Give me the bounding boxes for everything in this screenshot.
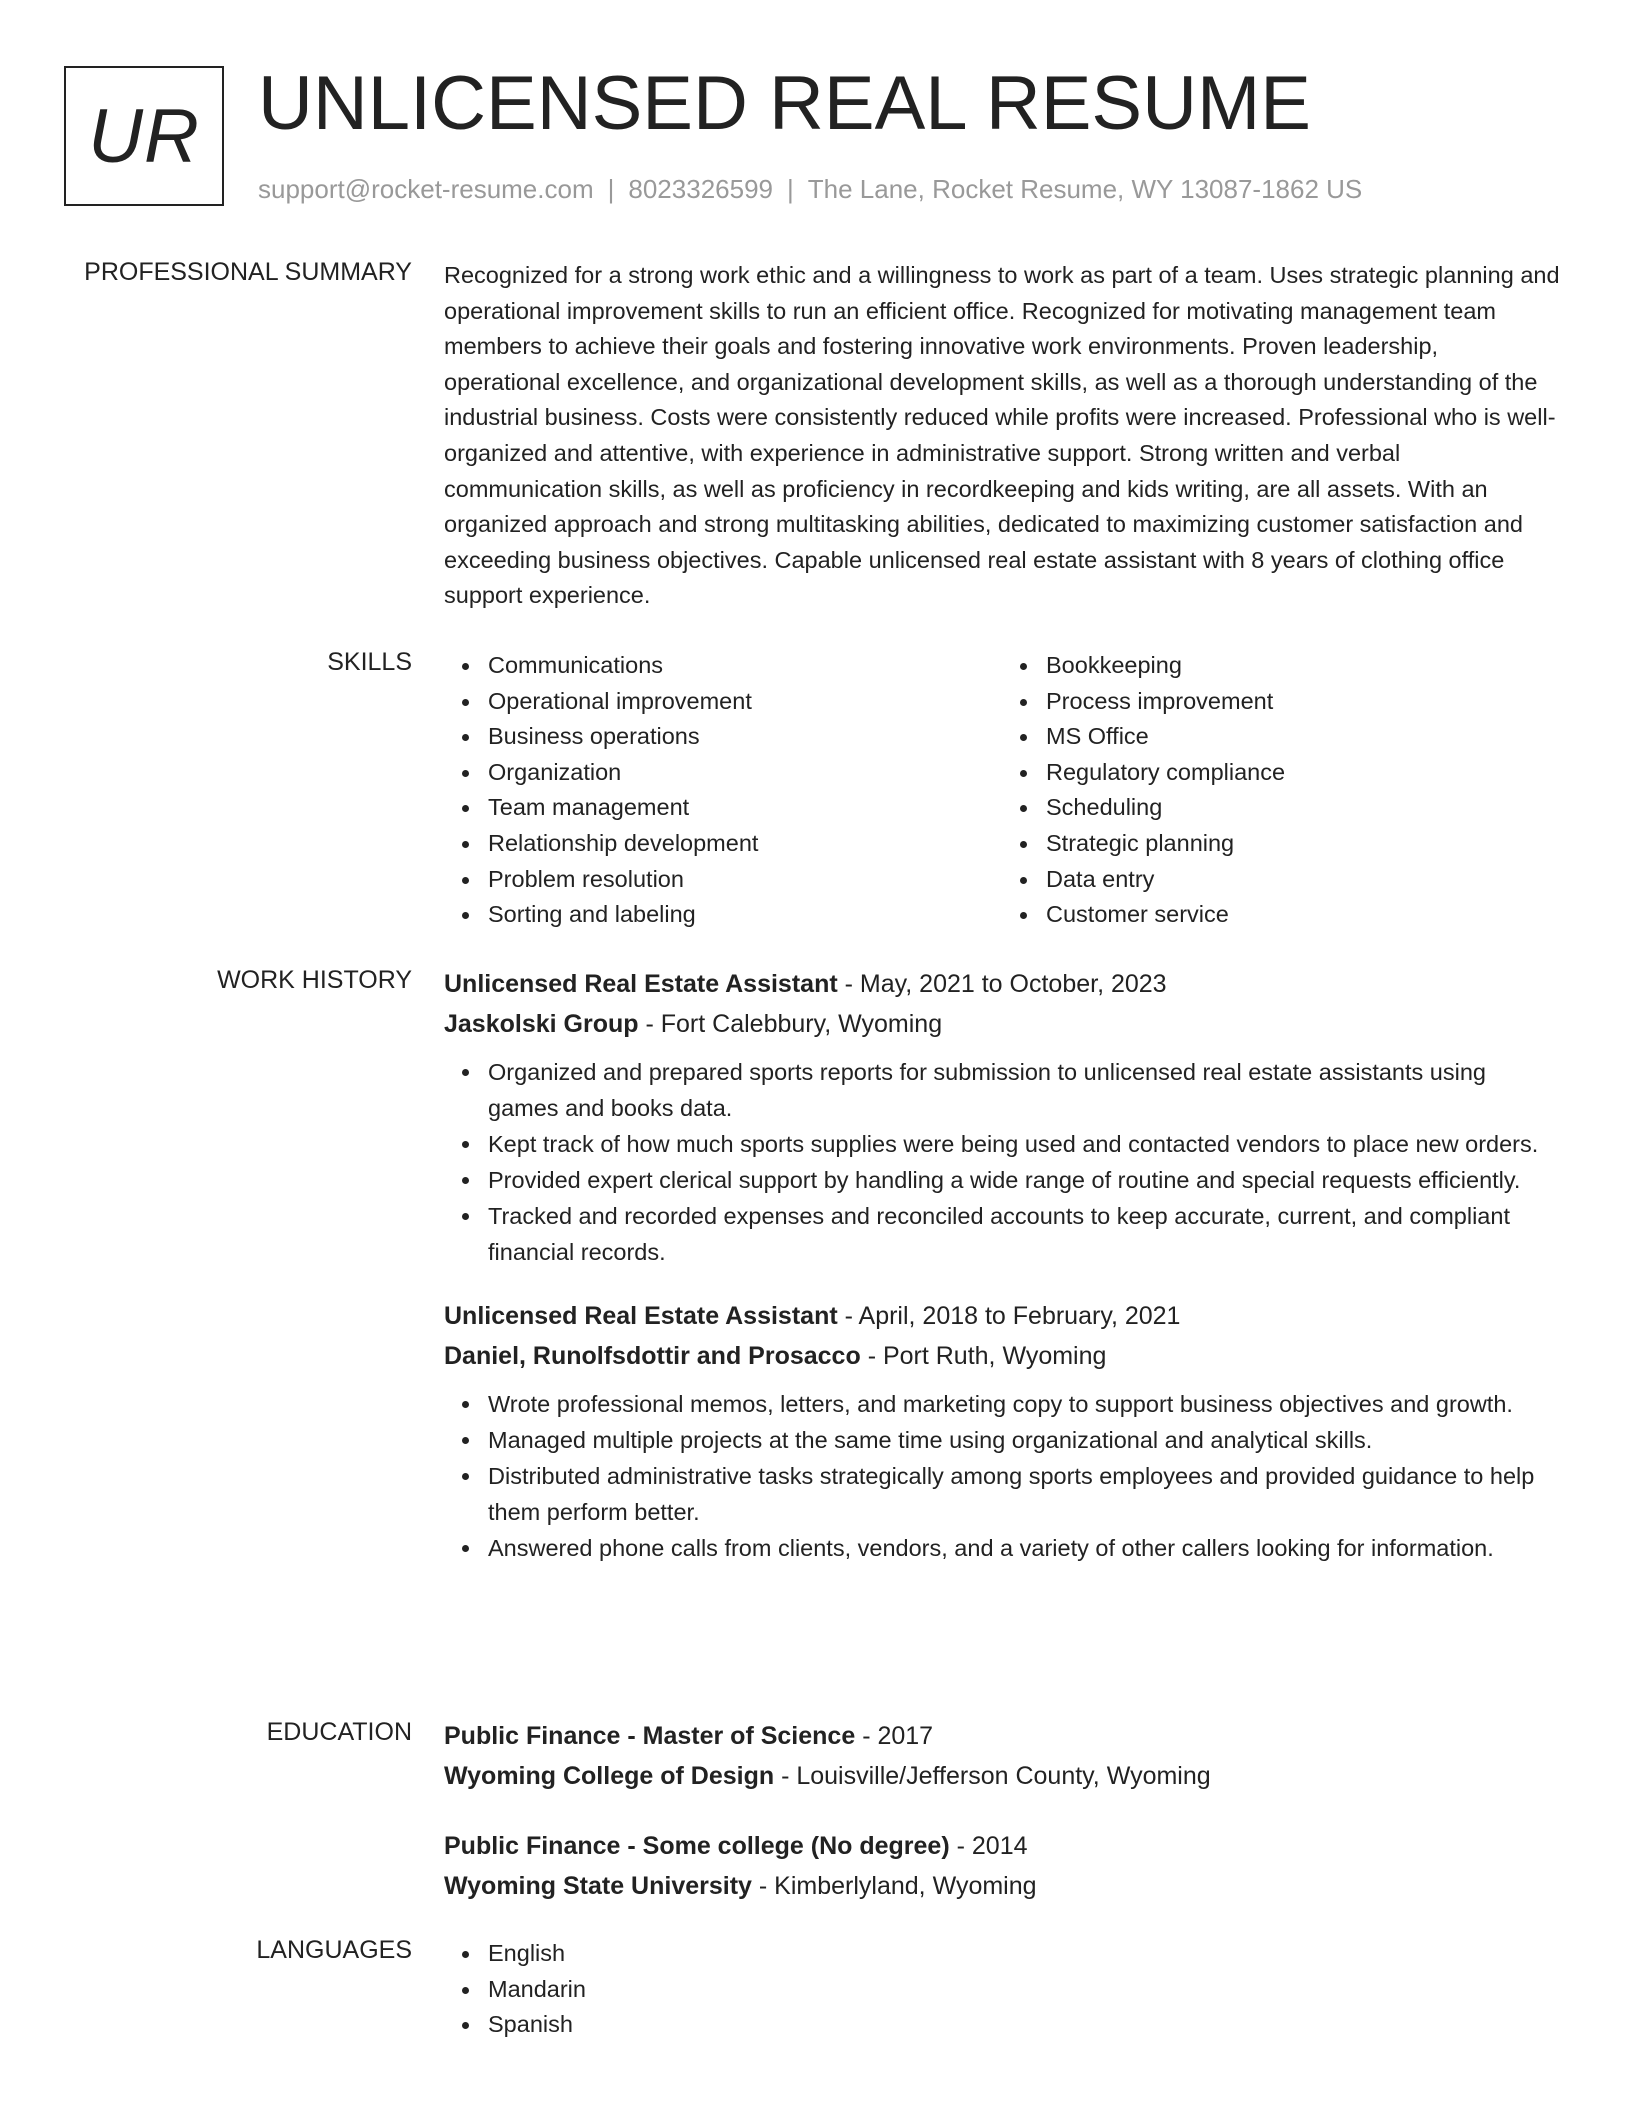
education-school: Wyoming State University	[444, 1872, 752, 1900]
summary-body	[444, 258, 1560, 614]
job-bullet: Organized and prepared sports reports for submission to unlicensed real estate assistants using games and books data.	[488, 1054, 1560, 1126]
job-bullet: Wrote professional memos, letters, and marketing copy to support business objectives and growth.	[488, 1386, 1560, 1422]
contact-separator: |	[787, 174, 794, 204]
job-company-line	[444, 1336, 1560, 1376]
contact-address: The Lane, Rocket Resume, WY 13087-1862 US	[807, 174, 1363, 204]
skills-list-left	[444, 648, 1002, 933]
job-company-line	[444, 1004, 1560, 1044]
summary-text: Recognized for a strong work ethic and a willingness to work as part of a team. Uses strategic planning and operational improvement skills to run an efficient office. Recognized for motivating management team members to achieve their goals and fostering innovative work environments. Proven leadership, operational excellence, and organizational development skills, as well as a thorough understanding of the industrial business. Costs were consistently reduced while profits were increased. Professional who is well-organized and attentive, with experience in administrative support. Strong written and verbal communication skills, as well as proficiency in recordkeeping and kids writing, are all assets. With an organized approach and strong multitasking abilities, dedicated to maximizing customer satisfaction and exceeding business objectives. Capable unlicensed real estate assistant with 8 years of clothing office support experience.	[444, 262, 1560, 609]
work-body	[444, 964, 1560, 1566]
skill-item: Operational improvement	[488, 684, 1002, 720]
skill-item: Data entry	[1046, 862, 1560, 898]
job-title-line	[444, 1296, 1560, 1336]
education-body	[444, 1716, 1560, 1906]
languages-list	[444, 1936, 1560, 2043]
job-entry	[444, 964, 1560, 1270]
job-bullet: Answered phone calls from clients, vendors, and a variety of other callers looking for information.	[488, 1530, 1560, 1566]
language-item: Spanish	[488, 2007, 1560, 2043]
summary-label: PROFESSIONAL SUMMARY	[84, 258, 412, 286]
education-year: - 2017	[862, 1722, 934, 1750]
education-location: - Kimberlyland, Wyoming	[758, 1872, 1037, 1900]
job-bullet: Provided expert clerical support by handling a wide range of routine and special requests efficiently.	[488, 1162, 1560, 1198]
job-dates: - April, 2018 to February, 2021	[844, 1302, 1181, 1330]
job-dates: - May, 2021 to October, 2023	[844, 970, 1167, 998]
education-school-line	[444, 1866, 1560, 1906]
skill-item: Organization	[488, 755, 1002, 791]
education-year: - 2014	[956, 1832, 1028, 1860]
job-location: - Fort Calebbury, Wyoming	[645, 1010, 943, 1038]
education-school-line	[444, 1756, 1560, 1796]
skill-item: Team management	[488, 790, 1002, 826]
job-company: Daniel, Runolfsdottir and Prosacco	[444, 1342, 861, 1370]
skill-item: Bookkeeping	[1046, 648, 1560, 684]
monogram-box	[64, 66, 224, 206]
skills-list-right	[1002, 648, 1560, 933]
job-company: Jaskolski Group	[444, 1010, 639, 1038]
skill-item: Scheduling	[1046, 790, 1560, 826]
job-bullet: Distributed administrative tasks strategically among sports employees and provided guidance to help them perform better.	[488, 1458, 1560, 1530]
skill-item: Customer service	[1046, 897, 1560, 933]
language-item: Mandarin	[488, 1972, 1560, 2008]
contact-email: support@rocket-resume.com	[258, 174, 594, 204]
contact-line	[258, 174, 1362, 205]
job-bullets	[444, 1386, 1560, 1566]
skill-item: Communications	[488, 648, 1002, 684]
education-degree-line	[444, 1826, 1560, 1866]
contact-phone: 8023326599	[628, 174, 773, 204]
skill-item: Business operations	[488, 719, 1002, 755]
education-entry	[444, 1826, 1560, 1906]
job-location: - Port Ruth, Wyoming	[867, 1342, 1107, 1370]
languages-body	[444, 1936, 1560, 2043]
skill-item: Strategic planning	[1046, 826, 1560, 862]
job-title: Unlicensed Real Estate Assistant	[444, 970, 838, 998]
skills-body	[444, 648, 1560, 933]
job-title: Unlicensed Real Estate Assistant	[444, 1302, 838, 1330]
job-title-line	[444, 964, 1560, 1004]
job-bullet: Tracked and recorded expenses and reconciled accounts to keep accurate, current, and compliant financial records.	[488, 1198, 1560, 1270]
work-label: WORK HISTORY	[217, 966, 412, 994]
skill-item: MS Office	[1046, 719, 1560, 755]
job-bullet: Kept track of how much sports supplies were being used and contacted vendors to place new orders.	[488, 1126, 1560, 1162]
job-bullet: Managed multiple projects at the same time using organizational and analytical skills.	[488, 1422, 1560, 1458]
job-entry	[444, 1296, 1560, 1566]
skill-item: Problem resolution	[488, 862, 1002, 898]
skill-item: Regulatory compliance	[1046, 755, 1560, 791]
skill-item: Relationship development	[488, 826, 1002, 862]
skills-label: SKILLS	[327, 648, 412, 676]
education-degree: Public Finance - Some college (No degree)	[444, 1832, 950, 1860]
education-degree-line	[444, 1716, 1560, 1756]
education-degree: Public Finance - Master of Science	[444, 1722, 856, 1750]
job-bullets	[444, 1054, 1560, 1270]
skill-item: Sorting and labeling	[488, 897, 1002, 933]
resume-name: UNLICENSED REAL RESUME	[258, 61, 1311, 146]
language-item: English	[488, 1936, 1560, 1972]
skill-item: Process improvement	[1046, 684, 1560, 720]
education-label: EDUCATION	[266, 1718, 412, 1746]
languages-label: LANGUAGES	[256, 1936, 412, 1964]
contact-separator: |	[607, 174, 615, 204]
education-school: Wyoming College of Design	[444, 1762, 775, 1790]
education-entry	[444, 1716, 1560, 1796]
education-location: - Louisville/Jefferson County, Wyoming	[781, 1762, 1211, 1790]
monogram-initials: UR	[88, 93, 200, 179]
